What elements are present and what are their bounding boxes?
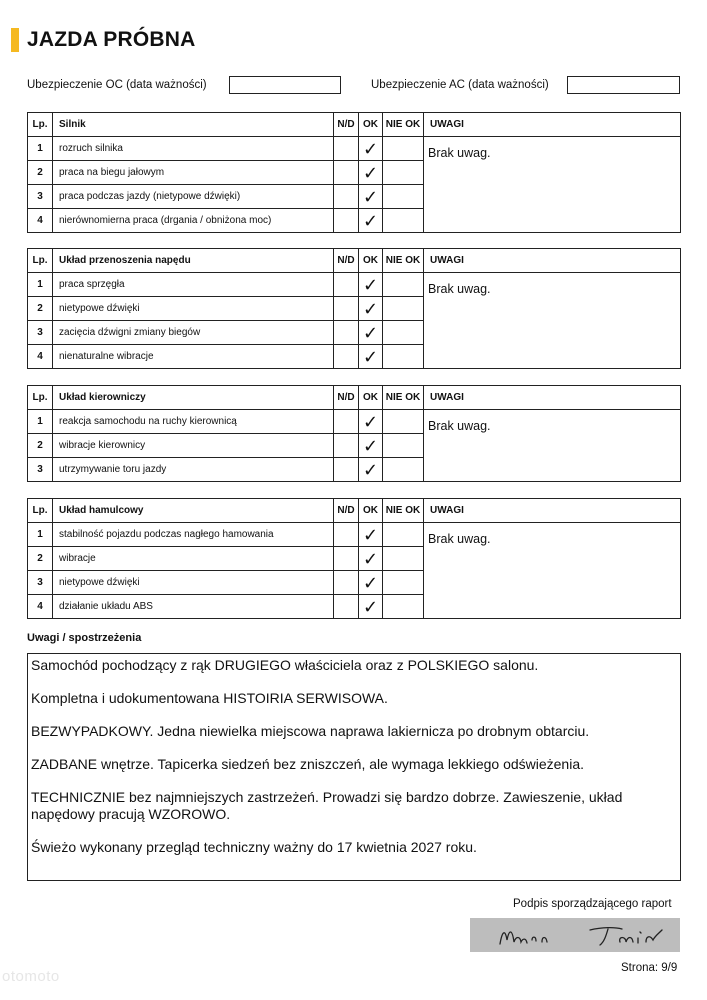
- item-number: 1: [28, 410, 53, 434]
- remarks-cell: Brak uwag.: [424, 523, 681, 619]
- item-label: nierównomierna praca (drgania / obniżona moc): [53, 209, 334, 233]
- remarks-cell: Brak uwag.: [424, 410, 681, 482]
- check-mark-icon: ✓: [362, 459, 379, 480]
- col-header-lp: Lp.: [28, 249, 53, 273]
- checkbox-nd[interactable]: [334, 345, 359, 369]
- check-mark-icon: ✓: [362, 435, 379, 456]
- col-header-nd: N/D: [334, 386, 359, 410]
- checkbox-ok[interactable]: [359, 434, 383, 458]
- remarks-cell: Brak uwag.: [424, 137, 681, 233]
- checkbox-nd[interactable]: [334, 523, 359, 547]
- col-header-lp: Lp.: [28, 113, 53, 137]
- col-header-remarks: UWAGI: [424, 249, 681, 273]
- note-paragraph: ZADBANE wnętrze. Tapicerka siedzeń bez zniszczeń, ale wymaga lekkiego odświeżenia.: [31, 756, 585, 772]
- col-header-ok: OK: [359, 249, 383, 273]
- notes-title: Uwagi / spostrzeżenia: [27, 632, 142, 644]
- col-header-remarks: UWAGI: [424, 386, 681, 410]
- col-header-ok: OK: [359, 113, 383, 137]
- item-number: 4: [28, 595, 53, 619]
- checkbox-ok[interactable]: [359, 273, 383, 297]
- col-header-nie-ok: NIE OK: [383, 386, 424, 410]
- note-paragraph: Świeżo wykonany przegląd techniczny ważny do 17 kwietnia 2027 roku.: [31, 839, 477, 855]
- watermark: otomoto: [2, 968, 60, 985]
- checkbox-nd[interactable]: [334, 297, 359, 321]
- check-mark-icon: ✓: [362, 162, 379, 183]
- note-paragraph: Kompletna i udokumentowana HISTOIRIA SERWISOWA.: [31, 690, 388, 706]
- checklist-row: [28, 137, 681, 161]
- item-label: nietypowe dźwięki: [53, 571, 334, 595]
- section-title: Układ hamulcowy: [53, 499, 334, 523]
- checkbox-nd[interactable]: [334, 434, 359, 458]
- checkbox-nie-ok[interactable]: [383, 321, 424, 345]
- item-number: 4: [28, 345, 53, 369]
- checkbox-ok[interactable]: [359, 571, 383, 595]
- checkbox-nie-ok[interactable]: [383, 185, 424, 209]
- checkbox-nd[interactable]: [334, 458, 359, 482]
- col-header-nie-ok: NIE OK: [383, 249, 424, 273]
- col-header-nd: N/D: [334, 113, 359, 137]
- note-paragraph: BEZWYPADKOWY. Jedna niewielka miejscowa naprawa lakiernicza po drobnym obtarciu.: [31, 723, 590, 739]
- checkbox-ok[interactable]: [359, 345, 383, 369]
- oc-insurance-label: Ubezpieczenie OC (data ważności): [27, 79, 207, 91]
- checkbox-nd[interactable]: [334, 161, 359, 185]
- ac-insurance-label: Ubezpieczenie AC (data ważności): [371, 79, 549, 91]
- item-label: działanie układu ABS: [53, 595, 334, 619]
- checkbox-nie-ok[interactable]: [383, 410, 424, 434]
- item-label: nienaturalne wibracje: [53, 345, 334, 369]
- item-number: 4: [28, 209, 53, 233]
- item-number: 3: [28, 571, 53, 595]
- item-number: 2: [28, 297, 53, 321]
- check-mark-icon: ✓: [362, 322, 379, 343]
- col-header-remarks: UWAGI: [424, 499, 681, 523]
- section-title: Układ kierowniczy: [53, 386, 334, 410]
- checkbox-ok[interactable]: [359, 161, 383, 185]
- checklist-row: [28, 410, 681, 434]
- check-mark-icon: ✓: [362, 186, 379, 207]
- check-mark-icon: ✓: [362, 548, 379, 569]
- col-header-nd: N/D: [334, 499, 359, 523]
- section-title: Silnik: [53, 113, 334, 137]
- item-label: rozruch silnika: [53, 137, 334, 161]
- col-header-remarks: UWAGI: [424, 113, 681, 137]
- check-mark-icon: ✓: [362, 524, 379, 545]
- checkbox-nie-ok[interactable]: [383, 571, 424, 595]
- checkbox-nie-ok[interactable]: [383, 595, 424, 619]
- item-label: reakcja samochodu na ruchy kierownicą: [53, 410, 334, 434]
- checkbox-nd[interactable]: [334, 595, 359, 619]
- checkbox-nd[interactable]: [334, 273, 359, 297]
- checkbox-nie-ok[interactable]: [383, 345, 424, 369]
- checklist-row: [28, 523, 681, 547]
- item-label: wibracje: [53, 547, 334, 571]
- checkbox-nd[interactable]: [334, 137, 359, 161]
- item-number: 3: [28, 185, 53, 209]
- checkbox-nd[interactable]: [334, 209, 359, 233]
- col-header-nie-ok: NIE OK: [383, 113, 424, 137]
- item-label: wibracje kierownicy: [53, 434, 334, 458]
- checkbox-nie-ok[interactable]: [383, 137, 424, 161]
- checkbox-ok[interactable]: [359, 410, 383, 434]
- item-number: 2: [28, 161, 53, 185]
- page-number: Strona: 9/9: [621, 962, 678, 974]
- checkbox-nie-ok[interactable]: [383, 297, 424, 321]
- checkbox-nie-ok[interactable]: [383, 273, 424, 297]
- checkbox-nie-ok[interactable]: [383, 209, 424, 233]
- checkbox-ok[interactable]: [359, 209, 383, 233]
- col-header-nie-ok: NIE OK: [383, 499, 424, 523]
- checkbox-nie-ok[interactable]: [383, 523, 424, 547]
- checklist-table: [27, 498, 681, 619]
- checkbox-nie-ok[interactable]: [383, 547, 424, 571]
- checklist-table: [27, 248, 681, 369]
- col-header-nd: N/D: [334, 249, 359, 273]
- oc-insurance-field[interactable]: [229, 76, 341, 94]
- check-mark-icon: ✓: [362, 346, 379, 367]
- remarks-cell: Brak uwag.: [424, 273, 681, 369]
- checklist-row: [28, 273, 681, 297]
- checkbox-ok[interactable]: [359, 137, 383, 161]
- checkbox-ok[interactable]: [359, 523, 383, 547]
- item-label: zacięcia dźwigni zmiany biegów: [53, 321, 334, 345]
- ac-insurance-field[interactable]: [567, 76, 680, 94]
- item-label: stabilność pojazdu podczas nagłego hamowania: [53, 523, 334, 547]
- check-mark-icon: ✓: [362, 411, 379, 432]
- col-header-lp: Lp.: [28, 499, 53, 523]
- title-accent-bar: [11, 28, 19, 52]
- note-paragraph: TECHNICZNIE bez najmniejszych zastrzeżeń. Prowadzi się bardzo dobrze. Zawieszenie, układ napędowy pracują WZOROWO.: [31, 789, 623, 822]
- checkbox-nie-ok[interactable]: [383, 458, 424, 482]
- page-title: JAZDA PRÓBNA: [27, 28, 196, 51]
- col-header-ok: OK: [359, 499, 383, 523]
- col-header-ok: OK: [359, 386, 383, 410]
- item-number: 1: [28, 523, 53, 547]
- signature-label: Podpis sporządzającego raport: [513, 898, 672, 910]
- checkbox-ok[interactable]: [359, 458, 383, 482]
- notes-box: [27, 653, 681, 881]
- checkbox-nie-ok[interactable]: [383, 434, 424, 458]
- note-paragraph: Samochód pochodzący z rąk DRUGIEGO właściciela oraz z POLSKIEGO salonu.: [31, 657, 539, 673]
- checkbox-nd[interactable]: [334, 321, 359, 345]
- item-number: 1: [28, 273, 53, 297]
- check-mark-icon: ✓: [362, 572, 379, 593]
- item-number: 2: [28, 547, 53, 571]
- checkbox-ok[interactable]: [359, 185, 383, 209]
- checkbox-nie-ok[interactable]: [383, 161, 424, 185]
- check-mark-icon: ✓: [362, 274, 379, 295]
- item-number: 3: [28, 458, 53, 482]
- checkbox-ok[interactable]: [359, 595, 383, 619]
- item-number: 2: [28, 434, 53, 458]
- checklist-table: [27, 385, 681, 482]
- checkbox-nd[interactable]: [334, 410, 359, 434]
- item-label: utrzymywanie toru jazdy: [53, 458, 334, 482]
- col-header-lp: Lp.: [28, 386, 53, 410]
- item-number: 1: [28, 137, 53, 161]
- section-title: Układ przenoszenia napędu: [53, 249, 334, 273]
- signature-image: [470, 918, 680, 952]
- item-number: 3: [28, 321, 53, 345]
- checkbox-nd[interactable]: [334, 547, 359, 571]
- item-label: praca na biegu jałowym: [53, 161, 334, 185]
- item-label: nietypowe dźwięki: [53, 297, 334, 321]
- check-mark-icon: ✓: [362, 210, 379, 231]
- item-label: praca sprzęgła: [53, 273, 334, 297]
- signature-box: [470, 918, 680, 952]
- item-label: praca podczas jazdy (nietypowe dźwięki): [53, 185, 334, 209]
- check-mark-icon: ✓: [362, 596, 379, 617]
- check-mark-icon: ✓: [362, 138, 379, 159]
- checkbox-ok[interactable]: [359, 547, 383, 571]
- checkbox-ok[interactable]: [359, 297, 383, 321]
- check-mark-icon: ✓: [362, 298, 379, 319]
- checkbox-nd[interactable]: [334, 185, 359, 209]
- checklist-table: [27, 112, 681, 233]
- checkbox-ok[interactable]: [359, 321, 383, 345]
- checkbox-nd[interactable]: [334, 571, 359, 595]
